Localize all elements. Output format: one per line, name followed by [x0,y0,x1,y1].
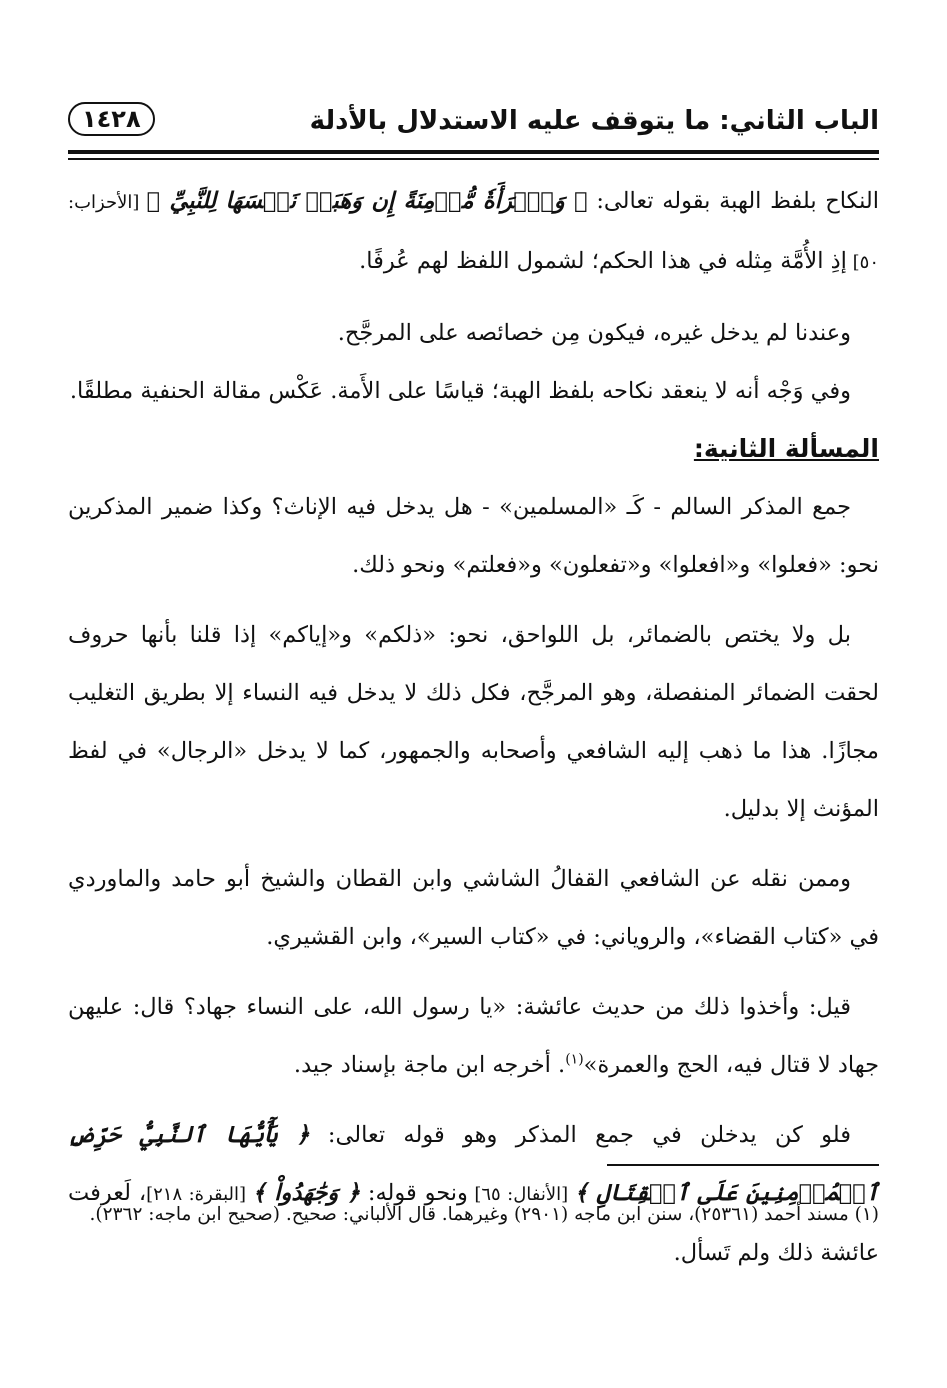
page-header [68,100,879,148]
quran-verse: ﴿ وَٱمۡرَأَةٗ مُّؤۡمِنَةً إِن وَهَبَتۡ نَفۡسَهَا لِلنَّبِيِّ ﴾ [146,188,588,214]
paragraph-7: قيل: وأخذوا ذلك من حديث عائشة: «يا رسول الله، على النساء جهاد؟ قال: عليهن جهاد لا قتال فيه، الحج والعمرة»$^{(١)}$. أخرجه ابن ماجة بإسناد جيد. [68,994,879,1078]
verse-reference: [الأحزاب: ٥٠] [68,192,879,273]
paragraph-3: وفي وَجْه أنه لا ينعقد نكاحه بلفظ الهبة؛ قياسًا على الأَمة. عَكْس مقالة الحنفية مطلقًا. [69,378,851,404]
paragraph-6: وممن نقله عن الشافعي القفالُ الشاشي وابن القطان والشيخ أبو حامد والماوردي في «كتاب القضاء»، والروياني: في «كتاب السير»، وابن القشيري. [68,866,879,950]
header-rule-thick [68,150,879,154]
paragraph-8: فلو كن يدخلن في جمع المذكر وهو قوله تعالى: ﴿ يَٰٓأَيُّهَا ٱلنَّبِيُّ حَرِّضِ ٱلۡمُؤۡمِنِينَ عَلَى ٱلۡقِتَالِ ﴾ [الأنفال: ٦٥] ونحو قوله: ﴿ وَجَٰهَدُواْ ﴾ [البقرة: ٢١٨]، لَعرفت عائشة ذلك ولم تَسأل. [68,1122,879,1266]
quran-verse: ﴿ يَٰٓأَيُّهَا ٱلنَّبِيُّ حَرِّضِ ٱلۡمُؤۡمِنِينَ عَلَى ٱلۡقِتَالِ ﴾ [68,1122,879,1206]
footnote: (١) مسند أحمد (٢٥٣٦١)، سنن ابن ماجه (٢٩٠١) وغيرهما. قال الألباني: صحيح. (صحيح ابن ماجه: ٢٣٦٢). [89,1204,879,1225]
verse-reference: [الأنفال: ٦٥] [467,1184,575,1205]
verse-reference: [البقرة: ٢١٨] [146,1184,253,1205]
footnote-marker: (١) [565,1051,584,1068]
paragraph-1: النكاح بلفظ الهبة بقوله تعالى: ﴿ وَٱمۡرَأَةٗ مُّؤۡمِنَةً إِن وَهَبَتۡ نَفۡسَهَا لِلنَّبِيِّ ﴾ [الأحزاب: ٥٠] إذِ الأُمَّة مِثله في هذا الحكم؛ لشمول اللفظ لهم عُرفًا. [68,188,879,274]
footnote-separator [607,1164,879,1166]
paragraph-4: جمع المذكر السالم - كَـ «المسلمين» - هل يدخل فيه الإناث؟ وكذا ضمير المذكرين نحو: «فعلوا» و«افعلوا» و«تفعلون» و«فعلتم» ونحو ذلك. [68,494,879,578]
header-rule-thin [68,158,879,160]
section-heading: المسألة الثانية: [693,434,879,463]
main-text [68,172,879,1282]
quran-verse: ﴿ وَجَٰهَدُواْ ﴾ [252,1180,361,1206]
page-number-badge: ١٤٢٨ [68,102,155,136]
paragraph-5: بل ولا يختص بالضمائر، بل اللواحق، نحو: «ذلكم» و«إياكم» إذا قلنا بأنها حروف لحقت الضمائر المنفصلة، وهو المرجَّح، فكل ذلك لا يدخل فيه النساء إلا بطريق التغليب مجازًا. هذا ما ذهب إليه الشافعي وأصحابه والجمهور، كما لا يدخل «الرجال» في لفظ المؤنث إلا بدليل. [68,622,879,822]
paragraph-2: وعندنا لم يدخل غيره، فيكون مِن خصائصه على المرجَّح. [337,320,851,346]
running-title: الباب الثاني: ما يتوقف عليه الاستدلال بالأدلة [309,106,879,136]
